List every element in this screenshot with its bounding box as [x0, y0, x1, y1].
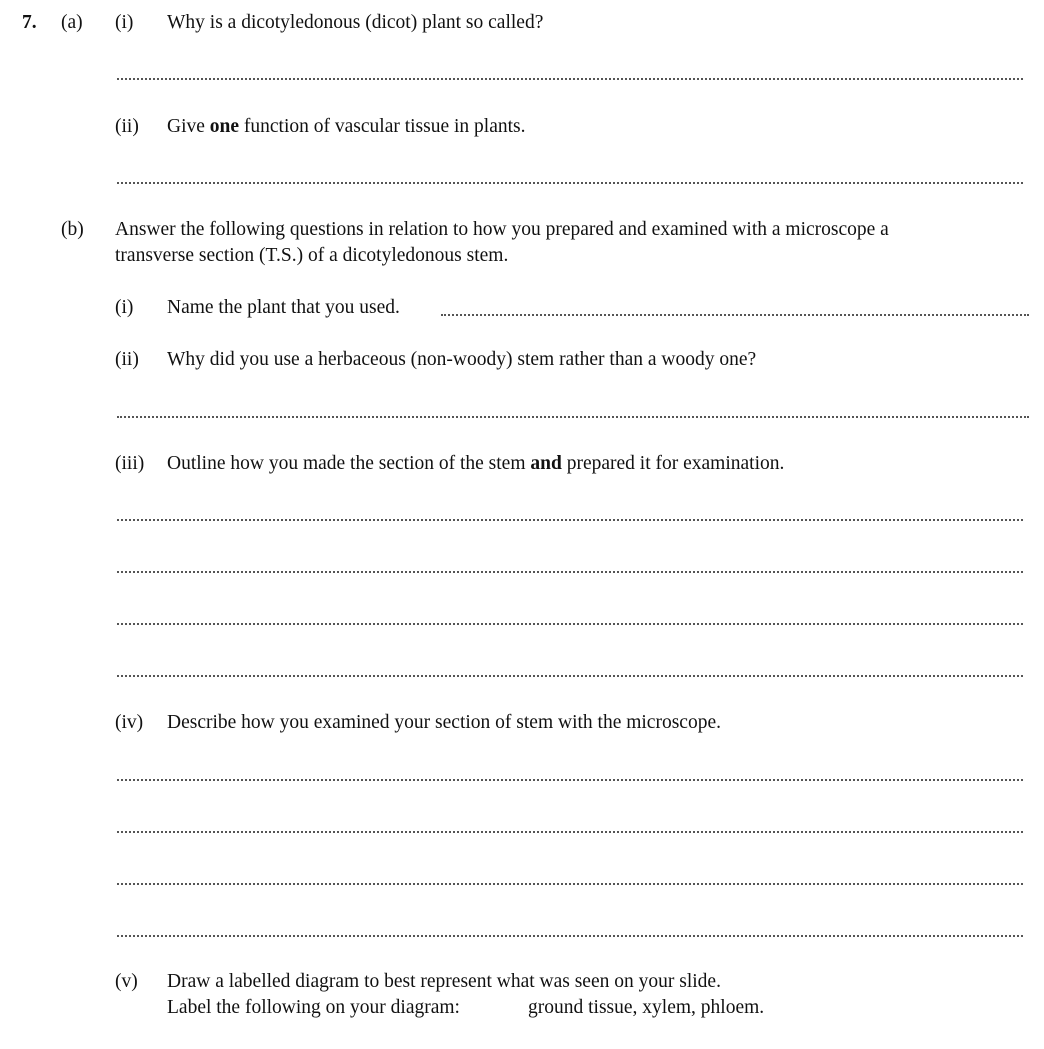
part-b-v-label-items: ground tissue, xylem, phloem. [528, 997, 765, 1018]
answer-line[interactable] [117, 519, 1023, 521]
part-b-iv-label: (iv) [115, 712, 144, 733]
emphasis-text: and [530, 453, 562, 474]
part-b-v-label-prefix: Label the following on your diagram: [167, 997, 460, 1018]
part-b-intro-line1: Answer the following questions in relation to how you prepared and examined with a microscope a [115, 219, 889, 240]
part-b-iii-question: Outline how you made the section of the stem and prepared it for examination. [167, 453, 785, 474]
part-a-ii-question: Give one function of vascular tissue in plants. [167, 116, 526, 137]
answer-line[interactable] [117, 831, 1023, 833]
part-b-i-label: (i) [115, 297, 134, 318]
part-b-v-label: (v) [115, 971, 138, 992]
answer-line[interactable] [117, 182, 1023, 184]
part-b-intro-line2: transverse section (T.S.) of a dicotyledonous stem. [115, 245, 509, 266]
answer-line[interactable] [117, 78, 1023, 80]
part-a-i-label: (i) [115, 12, 134, 33]
part-a-label: (a) [61, 12, 83, 33]
emphasis-text: one [209, 116, 240, 137]
part-b-i-question: Name the plant that you used. [167, 297, 400, 318]
answer-line[interactable] [441, 314, 1029, 316]
part-b-ii-label: (ii) [115, 349, 139, 370]
part-a-i-question: Why is a dicotyledonous (dicot) plant so called? [167, 12, 544, 33]
part-b-v-instruction: Draw a labelled diagram to best represent what was seen on your slide. [167, 971, 721, 992]
part-b-iv-question: Describe how you examined your section of stem with the microscope. [167, 712, 721, 733]
question-number: 7. [22, 12, 37, 33]
answer-line[interactable] [117, 623, 1023, 625]
answer-line[interactable] [117, 571, 1023, 573]
answer-line[interactable] [117, 883, 1023, 885]
answer-line[interactable] [117, 935, 1023, 937]
part-b-iii-label: (iii) [115, 453, 145, 474]
part-b-label: (b) [61, 219, 84, 240]
part-a-ii-label: (ii) [115, 116, 139, 137]
answer-line[interactable] [117, 416, 1029, 418]
part-b-ii-question: Why did you use a herbaceous (non-woody) stem rather than a woody one? [167, 349, 757, 370]
answer-line[interactable] [117, 675, 1023, 677]
answer-line[interactable] [117, 779, 1023, 781]
